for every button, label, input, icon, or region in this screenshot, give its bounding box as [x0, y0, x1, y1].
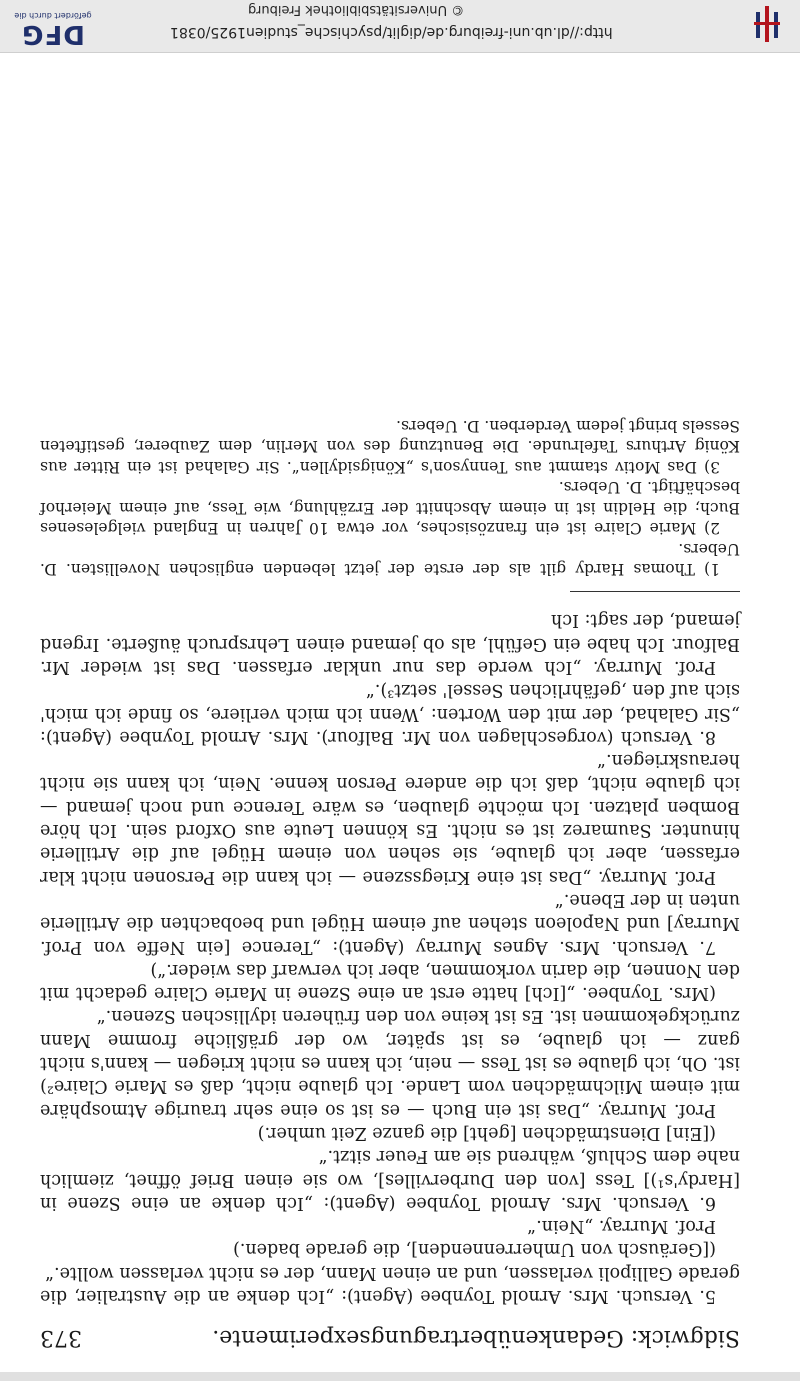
- paragraph: Prof. Murray. „Das ist ein Buch — es ist so eine sehr traurige Atmosphäre mit einem Milchmädchen vom Lande. Ich glaube nicht, daß es Marie Claire²) ist. Oh, ich glaube es ist Tess — nein, ich kann es nicht kriegen — kann's nicht ganz — ich glaube, es ist später, wo der gräßliche fromme Mann zurückgekommen ist. Es ist keine von den früheren idyllischen Szenen.“: [40, 1006, 740, 1120]
- paragraph: 8. Versuch (vorgeschlagen von Mr. Balfour). Mrs. Arnold Toynbee (Agent): „Sir Galahad, der mit den Worten: ,Wenn ich mich verliere, so finde ich mich' sich auf den ,gefährlichen Sessel' setzt³).“: [40, 680, 740, 747]
- dfg-logo-subtitle: gefördert durch die: [14, 11, 92, 20]
- viewer-bottom-band: [0, 1372, 800, 1381]
- paragraph: ([Ein] Dienstmädchen [geht] die ganze Zeit umher.): [257, 1122, 716, 1143]
- inverted-scanned-page: [40, 130, 740, 1350]
- dfg-logo: [8, 2, 98, 48]
- footnote-rule: [570, 591, 740, 592]
- running-head-title: Sidgwick: Gedankenübertragungsexperimente.: [212, 1325, 740, 1350]
- paragraph: Prof. Murray. „Ich werde das nur unklar erfassen. Das ist wieder Mr. Balfour. Ich habe ein Gefühl, als ob jemand einen Lehrspruch äußerte. Irgend jemand, der sagt: Ich: [40, 610, 740, 677]
- footnotes: [40, 415, 740, 579]
- paragraph: Prof. Murray. „Das ist eine Kriegsszene — ich kann die Personen nicht klar erfassen, aber ich glaube, sie sehen von einem Hügel auf die Artillerie hinunter. Saumarez ist es nicht. Es können Leute aus Oxford sein. Ich höre Bomben platzen. Ich möchte glauben, es wäre Terence und noch jemand — ich glaube nicht, daß ich die andere Person kenne. Nein, ich kann sie nicht herauskriegen.“: [40, 750, 740, 887]
- copyright-notice: © Universitätsbibliothek Freiburg: [248, 2, 465, 17]
- paragraph: 6. Versuch. Mrs. Arnold Toynbee (Agent): „Ich denke an eine Szene in [Hardy's¹)] Tess [von den Durbervilles], wo sie einen Brief öffnet, ziemlich nahe dem Schluß, während sie am Feuer sitzt.“: [40, 1146, 740, 1213]
- footnote: 1) Thomas Hardy gilt als der erste der jetzt lebenden englischen Novellisten. D. Uebers.: [40, 539, 740, 579]
- dfg-logo-text: DFG: [21, 19, 85, 49]
- paragraph: 5. Versuch. Mrs. Arnold Toynbee (Agent): „Ich denke an die Australier, die gerade Gallipoli verlassen, und an einen Mann, der es nicht verlassen wollte.“: [40, 1262, 740, 1306]
- running-head: [40, 1325, 740, 1350]
- library-mark-icon: [748, 4, 786, 44]
- viewer-header-band: [0, 0, 800, 53]
- page-number: 373: [40, 1325, 82, 1350]
- paragraph: ([Geräusch von Umherrennenden], die gerade baden.): [233, 1239, 716, 1260]
- paragraph: (Mrs. Toynbee. „[Ich] hatte erst an eine Szene in Marie Claire gedacht mit den Nonnen, die darin vorkommen, aber ich verwarf das wieder.“): [40, 959, 740, 1004]
- footnote: 3) Das Motiv stammt aus Tennyson's „Königsidyllen“. Sir Galahad ist ein Ritter aus König Arthurs Tafelrunde. Die Benutzung des von Merlin, dem Zauberer, gestifteten Sessels bringt jedem Verderben. D. Uebers.: [40, 416, 740, 476]
- paragraph: 7. Versuch. Mrs. Agnes Murray (Agent): „Terence [ein Neffe von Prof. Murray] und Napoleon stehen auf einem Hügel und beobachten die Artillerie unten in der Ebene.“: [40, 889, 740, 957]
- footnote: 2) Marie Claire ist ein französisches, vor etwa 10 Jahren in England vielgelesenes Buch; die Heldin ist in einem Abschnitt der Erzählung, wie Tess, auf einem Meierhof beschäftigt. D. Uebers.: [40, 478, 740, 538]
- source-url-link[interactable]: http://dl.ub.uni-freiburg.de/diglit/psychische_studien1925/0381: [170, 24, 613, 40]
- paragraph: Prof. Murray. „Nein.“: [527, 1216, 716, 1237]
- body-text: [40, 608, 740, 1307]
